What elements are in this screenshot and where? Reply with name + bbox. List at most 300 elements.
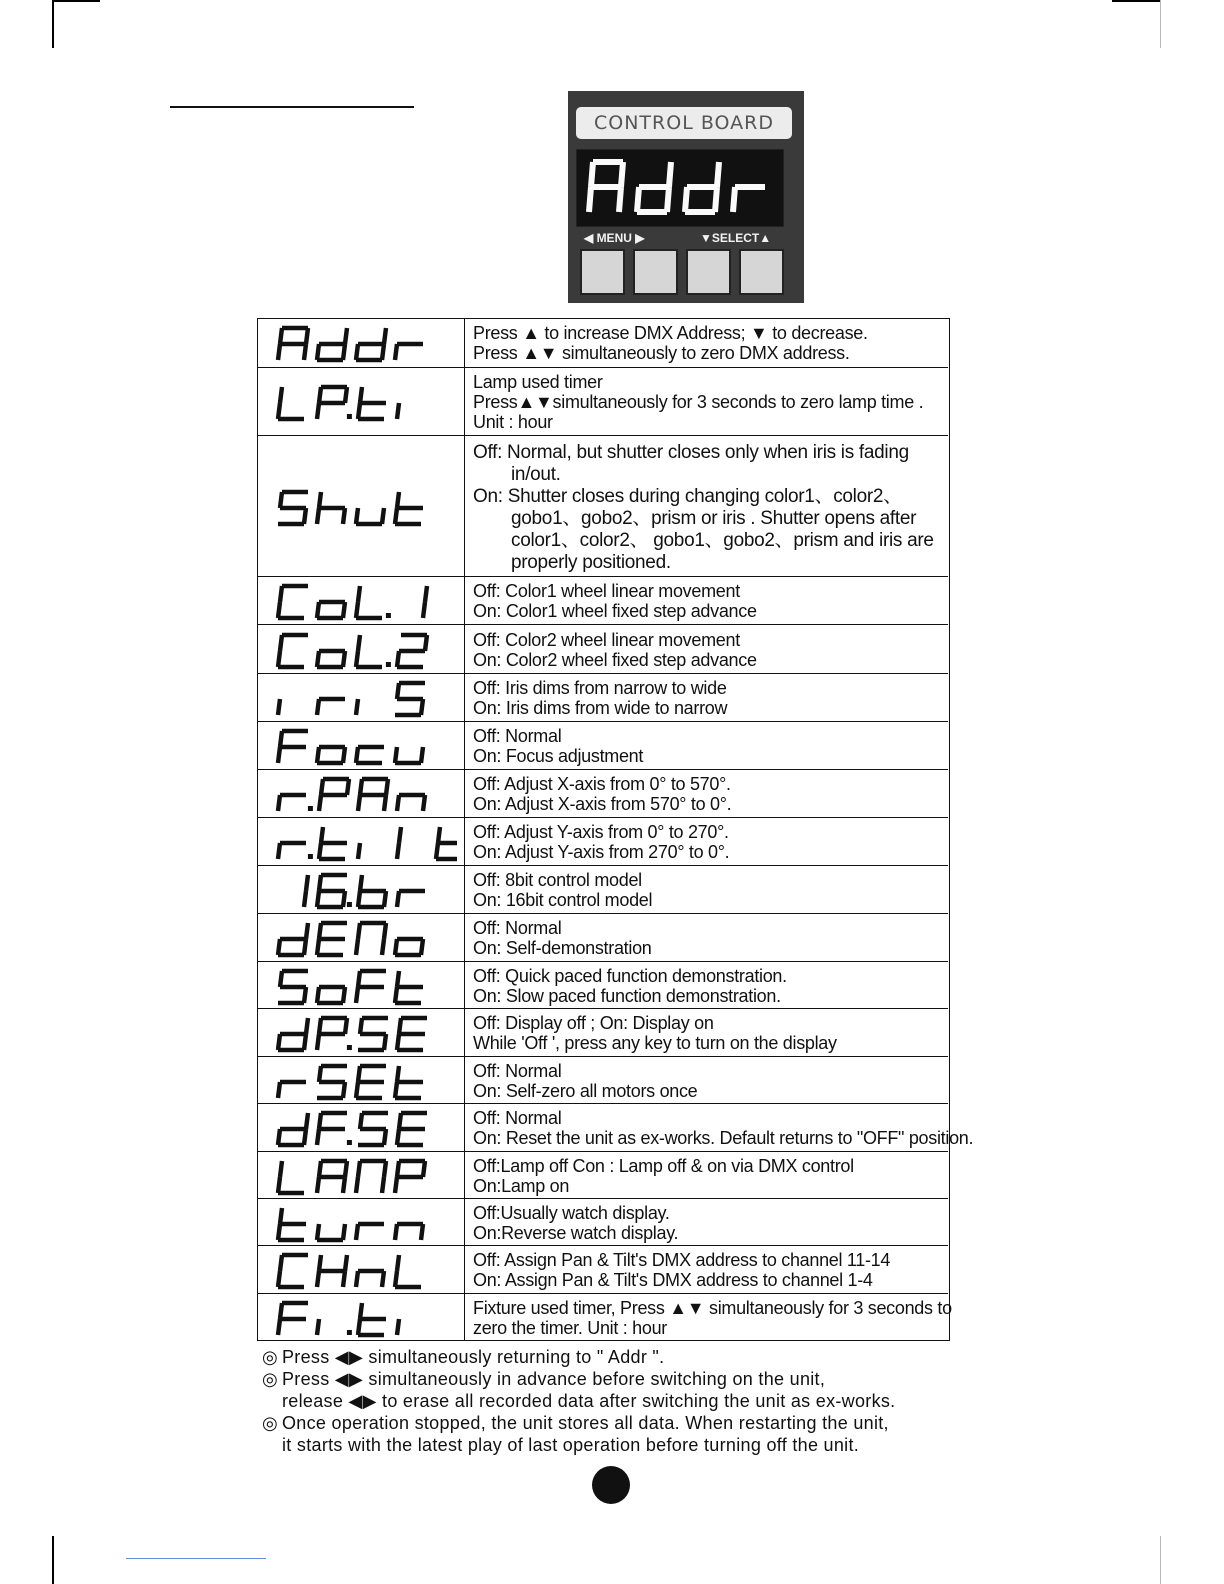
menu-description — [473, 625, 944, 673]
description-line: Off: Normal — [473, 1108, 562, 1128]
display-digit — [317, 875, 347, 907]
display-digit — [304, 875, 308, 907]
segment-e — [356, 699, 358, 715]
display-digit — [395, 1066, 423, 1098]
segment-e — [278, 1177, 280, 1193]
description-line: On: Self-demonstration — [473, 938, 652, 958]
menu-description — [473, 1199, 944, 1245]
display-digit — [358, 843, 360, 859]
menu-code-cell — [258, 1057, 465, 1103]
segment-f — [358, 971, 360, 987]
description-line: Off: Normal, but shutter closes only when iris is fading — [473, 442, 909, 463]
note-line: it starts with the latest play of last operation before turning off the unit. — [282, 1435, 860, 1455]
page-number-dot — [592, 1466, 630, 1504]
segment-e — [317, 1224, 319, 1240]
menu-code-cell — [258, 722, 465, 769]
segment-e — [395, 344, 397, 360]
segment-f — [280, 328, 282, 344]
segment-f — [319, 1113, 321, 1129]
menu-code-display — [272, 1251, 457, 1291]
segment-f — [397, 1066, 399, 1082]
menu-left-button[interactable] — [580, 249, 625, 295]
segment-c — [382, 1177, 384, 1193]
display-digit — [356, 1224, 384, 1240]
menu-description — [473, 866, 944, 913]
segment-e — [278, 939, 280, 955]
display-digit — [317, 1224, 345, 1240]
menu-code-cell — [258, 319, 465, 367]
description-line: On:Reverse watch display. — [473, 1222, 679, 1243]
segment-f — [360, 779, 362, 795]
segment-c — [343, 1177, 345, 1193]
segment-c — [343, 1224, 345, 1240]
segment-e — [278, 1319, 280, 1335]
display-digit — [397, 1319, 399, 1335]
menu-code-display — [272, 775, 457, 815]
display-digit — [317, 923, 347, 955]
display-digit — [278, 586, 308, 618]
menu-code-cell — [258, 436, 465, 576]
menu-row — [258, 624, 948, 673]
display-digit — [317, 747, 345, 763]
menu-code-display — [272, 582, 457, 622]
menu-code-cell — [258, 368, 465, 435]
segment-b — [386, 779, 388, 795]
segment-c — [304, 939, 306, 955]
segment-c — [343, 508, 345, 524]
segment-e — [317, 602, 319, 618]
segment-c — [715, 187, 717, 212]
segment-b — [347, 779, 349, 795]
segment-b — [425, 586, 427, 602]
description-line: Off: Display off ; On: Display on — [473, 1013, 714, 1033]
segment-c — [384, 891, 386, 907]
segment-f — [360, 387, 362, 403]
segment-c — [304, 891, 306, 907]
segment-e — [356, 747, 358, 763]
menu-description — [473, 1104, 974, 1151]
segment-f — [280, 971, 282, 987]
segment-b — [306, 328, 308, 344]
display-digit — [356, 1161, 386, 1193]
menu-code-cell — [258, 577, 465, 624]
display-digit — [395, 1161, 425, 1193]
segment-b — [345, 1255, 347, 1271]
segment-c — [343, 1082, 345, 1098]
segment-e — [317, 1129, 319, 1145]
display-digit — [397, 1018, 427, 1050]
segment-c — [304, 1034, 306, 1050]
segment-e — [278, 403, 280, 419]
segment-f — [319, 875, 321, 891]
button-legend — [578, 231, 792, 249]
segment-b — [423, 1161, 425, 1177]
segment-e — [395, 987, 397, 1003]
menu-code-cell — [258, 1104, 465, 1151]
segment-e — [397, 403, 399, 419]
segment-e — [356, 1177, 358, 1193]
description-line: While 'Off ', press any key to turn on the display — [473, 1033, 837, 1053]
description-line: On: Reset the unit as ex-works. Default returns to "OFF" position. — [473, 1128, 974, 1148]
footer-rule — [126, 1558, 266, 1559]
segment-f — [360, 1113, 362, 1129]
segment-b — [345, 1161, 347, 1177]
decimal-point — [347, 1045, 352, 1050]
display-digit — [278, 1113, 308, 1145]
menu-description — [473, 1294, 952, 1340]
segment-e — [356, 344, 358, 360]
description-line: Off: Normal — [473, 1060, 562, 1081]
description-line: Off: Normal — [473, 918, 562, 938]
display-digit — [395, 344, 423, 360]
segment-c — [343, 602, 345, 618]
display-digit — [317, 651, 345, 667]
segment-e — [278, 344, 280, 360]
segment-e — [278, 843, 280, 859]
menu-row — [258, 1008, 948, 1056]
display-digit — [395, 971, 423, 1003]
menu-code-display — [272, 871, 457, 911]
display-digit — [436, 827, 457, 859]
segment-c — [343, 987, 345, 1003]
display-digit — [278, 1018, 308, 1050]
segment-e — [317, 699, 319, 715]
bullet-icon: ◎ — [262, 1347, 279, 1367]
control-board-label: CONTROL BOARD — [576, 107, 792, 139]
display-digit — [278, 492, 308, 524]
display-digit — [278, 699, 280, 715]
menu-row — [258, 367, 948, 435]
menu-row — [258, 961, 948, 1008]
menu-code-display — [272, 324, 457, 364]
segment-e — [278, 602, 280, 618]
segment-e — [278, 1271, 280, 1287]
menu-code-display — [272, 383, 457, 423]
display-digit — [278, 971, 308, 1003]
menu-code-cell — [258, 770, 465, 817]
description-line: On: Color2 wheel fixed step advance — [473, 649, 757, 670]
description-line: On: Focus adjustment — [473, 746, 644, 766]
segment-f — [321, 827, 323, 843]
display-digit — [317, 387, 347, 419]
segment-e — [317, 987, 319, 1003]
decimal-point — [386, 662, 391, 667]
menu-row — [258, 1103, 974, 1151]
menu-description — [473, 1057, 944, 1103]
segment-e — [685, 187, 687, 212]
menu-row — [258, 721, 948, 769]
description-line: On: Assign Pan & Tilt's DMX address to channel 1-4 — [473, 1270, 873, 1290]
segment-f — [360, 1018, 362, 1034]
segment-e — [278, 1034, 280, 1050]
segment-f — [397, 683, 399, 699]
decimal-point — [347, 902, 352, 907]
description-line: properly positioned. — [511, 552, 671, 573]
bullet-icon: ◎ — [262, 1369, 279, 1389]
segment-b — [384, 1161, 386, 1177]
segment-e — [317, 891, 319, 907]
display-digit — [278, 387, 304, 419]
display-digit — [317, 602, 345, 618]
description-line: On: Slow paced function demonstration. — [473, 985, 781, 1006]
note-line: Once operation stopped, the unit stores all data. When restarting the unit, — [282, 1413, 889, 1433]
display-digit — [395, 1255, 421, 1287]
menu-code-display — [272, 919, 457, 959]
menu-code-cell — [258, 674, 465, 721]
segment-f — [399, 827, 401, 843]
note-item — [262, 1368, 962, 1412]
description-line: Press ▲▼ simultaneously to zero DMX address. — [473, 343, 850, 363]
control-board-image — [568, 91, 804, 303]
segment-e — [395, 1271, 397, 1287]
decimal-point — [347, 1330, 352, 1335]
segment-e — [317, 508, 319, 524]
description-line: color1、color2、 gobo1、gobo2、prism and iris are — [511, 530, 934, 551]
crop-mark — [1160, 0, 1161, 48]
segment-e — [356, 987, 358, 1003]
segment-f — [358, 1161, 360, 1177]
display-digit — [395, 492, 423, 524]
segment-e — [356, 1271, 358, 1287]
segment-c — [343, 651, 345, 667]
display-digit — [397, 403, 399, 419]
segment-f — [319, 1066, 321, 1082]
segment-e — [395, 939, 397, 955]
display-digit — [395, 1224, 423, 1240]
segment-b — [669, 162, 671, 187]
display-digit — [317, 1113, 347, 1145]
display-digit — [356, 971, 386, 1003]
menu-code-display — [272, 488, 457, 528]
menu-code-display — [272, 727, 457, 767]
description-line: in/out. — [511, 464, 561, 485]
display-digit — [356, 1271, 384, 1287]
description-line: On: Iris dims from wide to narrow — [473, 698, 728, 718]
menu-row — [258, 1198, 948, 1245]
menu-code-display — [272, 1109, 457, 1149]
segment-e — [358, 403, 360, 419]
segment-f — [319, 1161, 321, 1177]
menu-description — [473, 1009, 944, 1056]
note-line: Press ◀▶ simultaneously in advance before switching on the unit, — [282, 1369, 826, 1389]
segment-e — [397, 1319, 399, 1335]
segment-f — [319, 1018, 321, 1034]
display-digit — [397, 891, 425, 907]
menu-description — [473, 368, 944, 435]
segment-b — [306, 923, 308, 939]
display-digit — [397, 635, 427, 667]
menu-row — [258, 1056, 948, 1103]
description-line: Fixture used timer, Press ▲▼ simultaneously for 3 seconds to — [473, 1297, 952, 1318]
display-digit — [356, 1066, 386, 1098]
segment-c — [382, 1271, 384, 1287]
display-digit — [278, 1082, 306, 1098]
segment-b — [717, 162, 719, 187]
segment-c — [304, 1129, 306, 1145]
display-digit — [637, 162, 671, 212]
display-digit — [317, 1319, 319, 1335]
segment-e — [356, 1224, 358, 1240]
segment-e — [358, 795, 360, 811]
segment-b — [345, 328, 347, 344]
segment-c — [343, 891, 345, 907]
segment-b — [621, 162, 623, 187]
menu-code-cell — [258, 1199, 465, 1245]
segment-e — [278, 795, 280, 811]
display-digit — [589, 162, 623, 212]
segment-f — [319, 1255, 321, 1271]
segment-e — [436, 843, 438, 859]
segment-f — [360, 875, 362, 891]
segment-c — [343, 344, 345, 360]
select-up-button[interactable] — [739, 249, 784, 295]
menu-row — [258, 865, 948, 913]
segment-c — [384, 795, 386, 811]
segment-c — [667, 187, 669, 212]
segment-c — [384, 1129, 386, 1145]
segment-c — [343, 1271, 345, 1287]
menu-table — [257, 318, 974, 1341]
decimal-point — [308, 806, 313, 811]
note-line: release ◀▶ to erase all recorded data after switching the unit as ex-works. — [282, 1391, 896, 1411]
segment-e — [356, 651, 358, 667]
segment-f — [280, 1303, 282, 1319]
menu-row — [258, 435, 948, 576]
segment-e — [397, 1034, 399, 1050]
description-line: On: Self-zero all motors once — [473, 1080, 698, 1101]
segment-f — [438, 827, 440, 843]
decimal-point — [386, 613, 391, 618]
menu-code-cell — [258, 866, 465, 913]
description-line: zero the timer. Unit : hour — [473, 1317, 667, 1338]
menu-code-display — [272, 967, 457, 1007]
menu-description — [473, 770, 944, 817]
segment-c — [304, 987, 306, 1003]
segment-e — [356, 602, 358, 618]
segment-e — [278, 747, 280, 763]
segment-c — [382, 939, 384, 955]
segment-e — [278, 699, 280, 715]
menu-code-display — [272, 1014, 457, 1054]
segment-e — [589, 187, 591, 212]
segment-c — [421, 1224, 423, 1240]
segment-f — [280, 387, 282, 403]
segment-e — [317, 1271, 319, 1287]
display-digit — [358, 779, 388, 811]
menu-description — [473, 319, 944, 367]
menu-description — [473, 962, 944, 1008]
segment-e — [637, 187, 639, 212]
display-digit — [358, 1018, 388, 1050]
menu-row — [258, 576, 948, 624]
menu-code-display — [272, 679, 457, 719]
note-line: Press ◀▶ simultaneously returning to " Addr ". — [282, 1347, 665, 1367]
menu-right-button[interactable] — [633, 249, 678, 295]
segment-e — [317, 747, 319, 763]
description-line: gobo1、gobo2、prism or iris . Shutter opens after — [511, 508, 917, 529]
display-digit — [395, 683, 425, 715]
segment-e — [317, 939, 319, 955]
crop-mark — [1160, 1536, 1161, 1584]
description-line: On: Shutter closes during changing color1、color2、 — [473, 486, 902, 507]
segment-c — [382, 508, 384, 524]
menu-description — [473, 818, 944, 865]
segment-f — [399, 1018, 401, 1034]
description-line: On: Adjust Y-axis from 270° to 0°. — [473, 842, 730, 862]
segment-e — [317, 403, 319, 419]
description-line: On: Color1 wheel fixed step advance — [473, 601, 757, 621]
display-digit — [395, 747, 423, 763]
description-line: On: 16bit control model — [473, 890, 653, 910]
display-digit — [356, 923, 386, 955]
segment-c — [421, 747, 423, 763]
display-digit — [358, 875, 386, 907]
menu-code-display — [272, 631, 457, 671]
description-line: On: Adjust X-axis from 570° to 0°. — [473, 794, 732, 814]
segment-e — [356, 939, 358, 955]
display-digit — [397, 795, 425, 811]
segment-e — [397, 843, 399, 859]
notes — [262, 1346, 962, 1456]
segment-c — [382, 344, 384, 360]
segment-f — [399, 1113, 401, 1129]
crop-mark — [52, 0, 100, 2]
menu-row — [258, 673, 948, 721]
segment-c — [421, 939, 423, 955]
menu-code-cell — [258, 1294, 465, 1340]
segment-c — [423, 795, 425, 811]
menu-code-cell — [258, 962, 465, 1008]
segment-e — [397, 1129, 399, 1145]
segment-f — [319, 923, 321, 939]
select-down-button[interactable] — [686, 249, 731, 295]
bullet-icon: ◎ — [262, 1413, 279, 1433]
segment-b — [345, 387, 347, 403]
segment-e — [395, 1082, 397, 1098]
segment-f — [319, 387, 321, 403]
display-digit — [317, 987, 345, 1003]
display-digit — [278, 1303, 308, 1335]
segment-c — [619, 187, 621, 212]
menu-description — [473, 577, 944, 624]
description-line: Off: Adjust X-axis from 0° to 570°. — [473, 774, 731, 794]
led-display — [576, 149, 784, 227]
menu-legend: ◀ MENU ▶ — [584, 231, 645, 245]
note-item — [262, 1412, 962, 1456]
menu-row — [258, 1245, 948, 1293]
segment-e — [395, 1224, 397, 1240]
segment-f — [280, 1161, 282, 1177]
display-digit — [278, 1208, 306, 1240]
display-digit — [397, 1113, 427, 1145]
display-digit — [278, 795, 306, 811]
display-digit — [317, 328, 347, 360]
segment-e — [278, 1129, 280, 1145]
display-digit — [733, 187, 765, 212]
segment-f — [360, 1303, 362, 1319]
display-digit — [278, 1255, 308, 1287]
display-digit — [356, 508, 384, 524]
segment-c — [384, 1034, 386, 1050]
decimal-point — [308, 854, 313, 859]
menu-row — [258, 769, 948, 817]
display-digit — [317, 1066, 347, 1098]
menu-code-display — [272, 823, 457, 863]
menu-row — [258, 1151, 948, 1198]
heading-rule — [170, 106, 414, 108]
display-digit — [278, 328, 308, 360]
menu-code-display — [272, 1204, 457, 1244]
